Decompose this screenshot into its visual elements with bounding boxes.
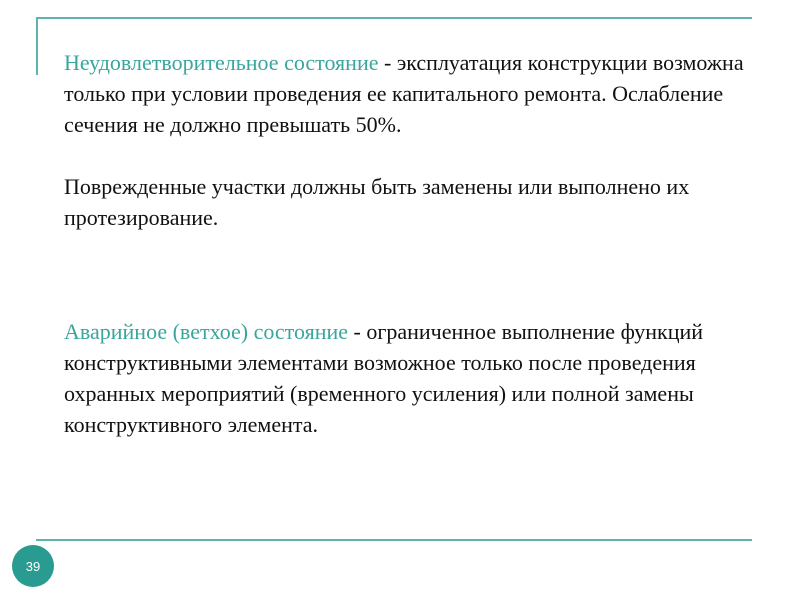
definition-emergency-state: - ограниченное выполнение функций конструктивными элементами возможное только после проведения охранных мероприятий (временного усиления) или полной замены конструктивного элемента. <box>64 319 704 437</box>
bottom-rule <box>36 539 752 541</box>
paragraph-unsatisfactory-state <box>64 47 754 140</box>
paragraph-damaged-sections <box>64 171 754 233</box>
term-emergency-state: Аварийное (ветхое) состояние <box>64 319 349 344</box>
paragraph-emergency-state <box>64 316 754 440</box>
left-rule <box>36 17 38 75</box>
page-number-badge: 39 <box>12 545 54 587</box>
slide-content <box>64 47 754 440</box>
definition-unsatisfactory-state: - эксплуатация конструкции возможна только при условии проведения ее капитального ремонта. Ослабление сечения не должно превышать 50%. <box>64 50 744 137</box>
text-damaged-sections: Поврежденные участки должны быть заменены или выполнено их протезирование. <box>64 174 690 230</box>
top-rule <box>36 17 752 19</box>
paragraph-spacer <box>64 233 754 316</box>
term-unsatisfactory-state: Неудовлетворительное состояние <box>64 50 379 75</box>
